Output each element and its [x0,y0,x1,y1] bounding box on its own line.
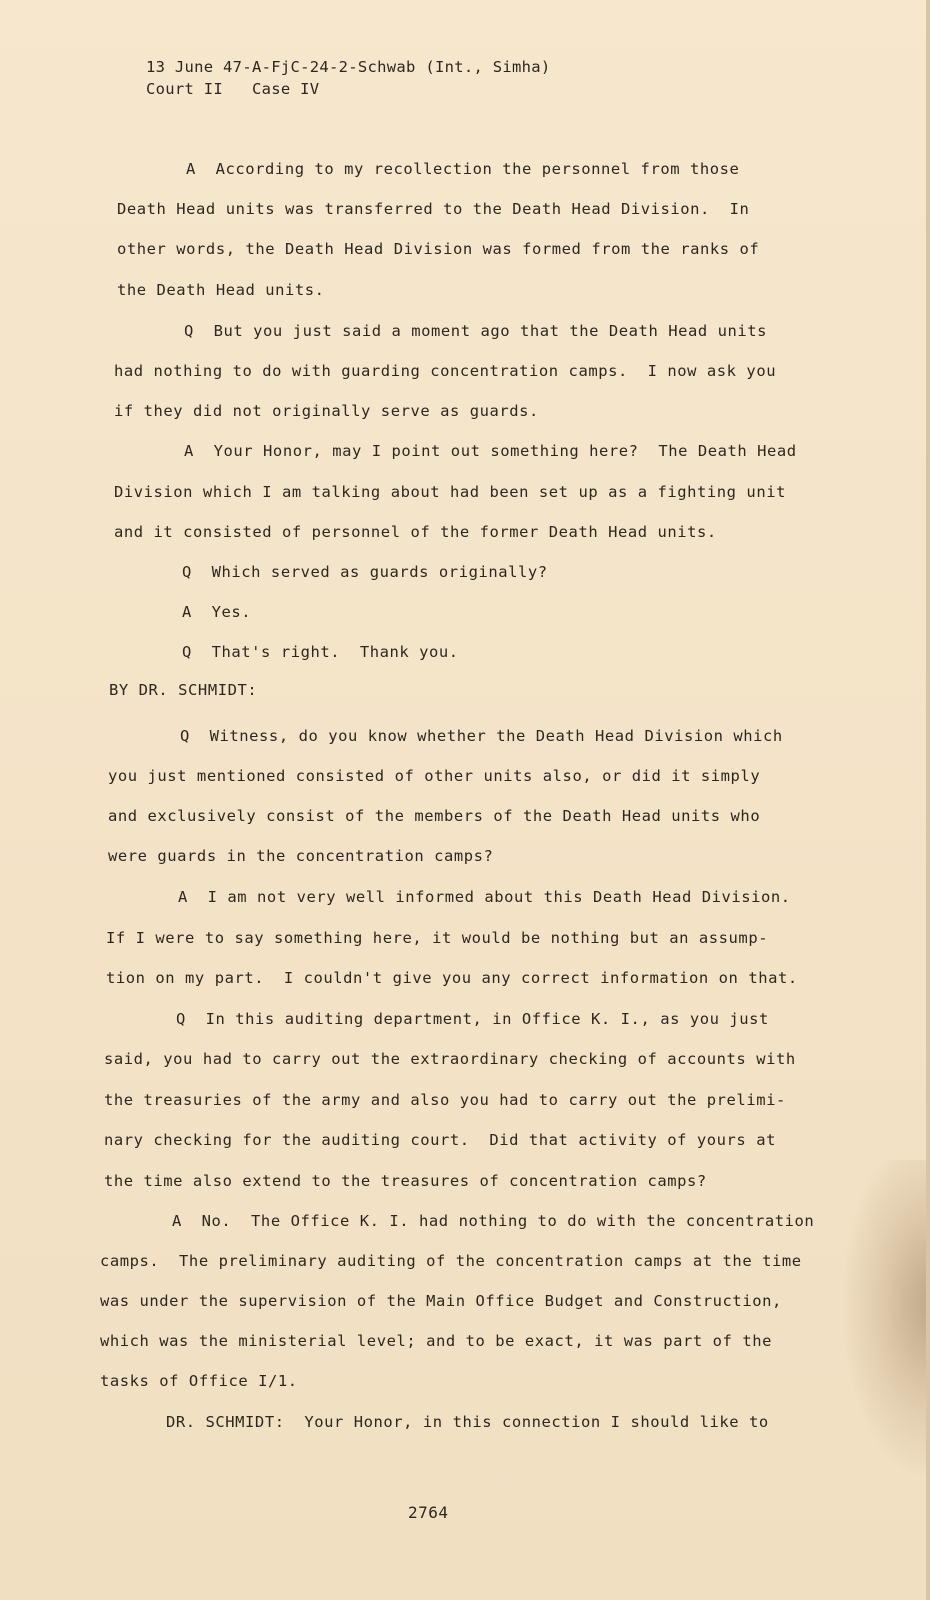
transcript-line: if they did not originally serve as guards. [114,402,539,420]
transcript-line: tasks of Office I/1. [100,1372,298,1390]
transcript-line: the time also extend to the treasures of concentration camps? [104,1172,707,1190]
transcript-line: A Your Honor, may I point out something here? The Death Head [184,442,797,460]
transcript-line: and exclusively consist of the members of the Death Head units who [108,807,761,825]
transcript-line: and it consisted of personnel of the former Death Head units. [114,523,717,541]
transcript-line: nary checking for the auditing court. Did that activity of yours at [104,1131,776,1149]
speaker-heading: BY DR. SCHMIDT: [109,681,258,699]
transcript-line: you just mentioned consisted of other units also, or did it simply [108,767,761,785]
transcript-line: had nothing to do with guarding concentration camps. I now ask you [114,362,777,380]
transcript-line: Division which I am talking about had been set up as a fighting unit [114,483,786,501]
transcript-line: Q But you just said a moment ago that the Death Head units [184,322,768,340]
transcript-line: Q Which served as guards originally? [182,563,548,581]
transcript-line: other words, the Death Head Division was formed from the ranks of [117,240,760,258]
transcript-line: A No. The Office K. I. had nothing to do with the concentration [172,1212,815,1230]
transcript-line: was under the supervision of the Main Office Budget and Construction, [100,1292,782,1310]
transcript-line: A Yes. [182,603,252,621]
transcript-line: which was the ministerial level; and to be exact, it was part of the [100,1332,772,1350]
transcript-line: camps. The preliminary auditing of the concentration camps at the time [100,1252,802,1270]
transcript-line: Q Witness, do you know whether the Death Head Division which [180,727,783,745]
water-stain [840,1160,930,1480]
header-court-line: Court II Case IV [146,80,320,98]
page-edge [926,0,930,1600]
document-header [146,56,551,100]
transcript-line: If I were to say something here, it would be nothing but an assump- [106,929,769,947]
transcript-line: DR. SCHMIDT: Your Honor, in this connection I should like to [166,1413,769,1431]
header-case-line: 13 June 47-A-FjC-24-2-Schwab (Int., Simha) [146,58,551,76]
transcript-line: the Death Head units. [117,281,325,299]
transcript-line: said, you had to carry out the extraordinary checking of accounts with [104,1050,796,1068]
transcript-line: Q In this auditing department, in Office K. I., as you just [176,1010,769,1028]
transcript-line: Q That's right. Thank you. [182,643,459,661]
transcript-line: the treasuries of the army and also you had to carry out the prelimi- [104,1091,786,1109]
transcript-line: Death Head units was transferred to the Death Head Division. In [117,200,750,218]
transcript-line: A I am not very well informed about this Death Head Division. [178,888,791,906]
transcript-line: A According to my recollection the personnel from those [186,160,740,178]
transcript-line: were guards in the concentration camps? [108,847,494,865]
transcript-line: tion on my part. I couldn't give you any correct information on that. [106,969,798,987]
page-number: 2764 [408,1503,449,1522]
